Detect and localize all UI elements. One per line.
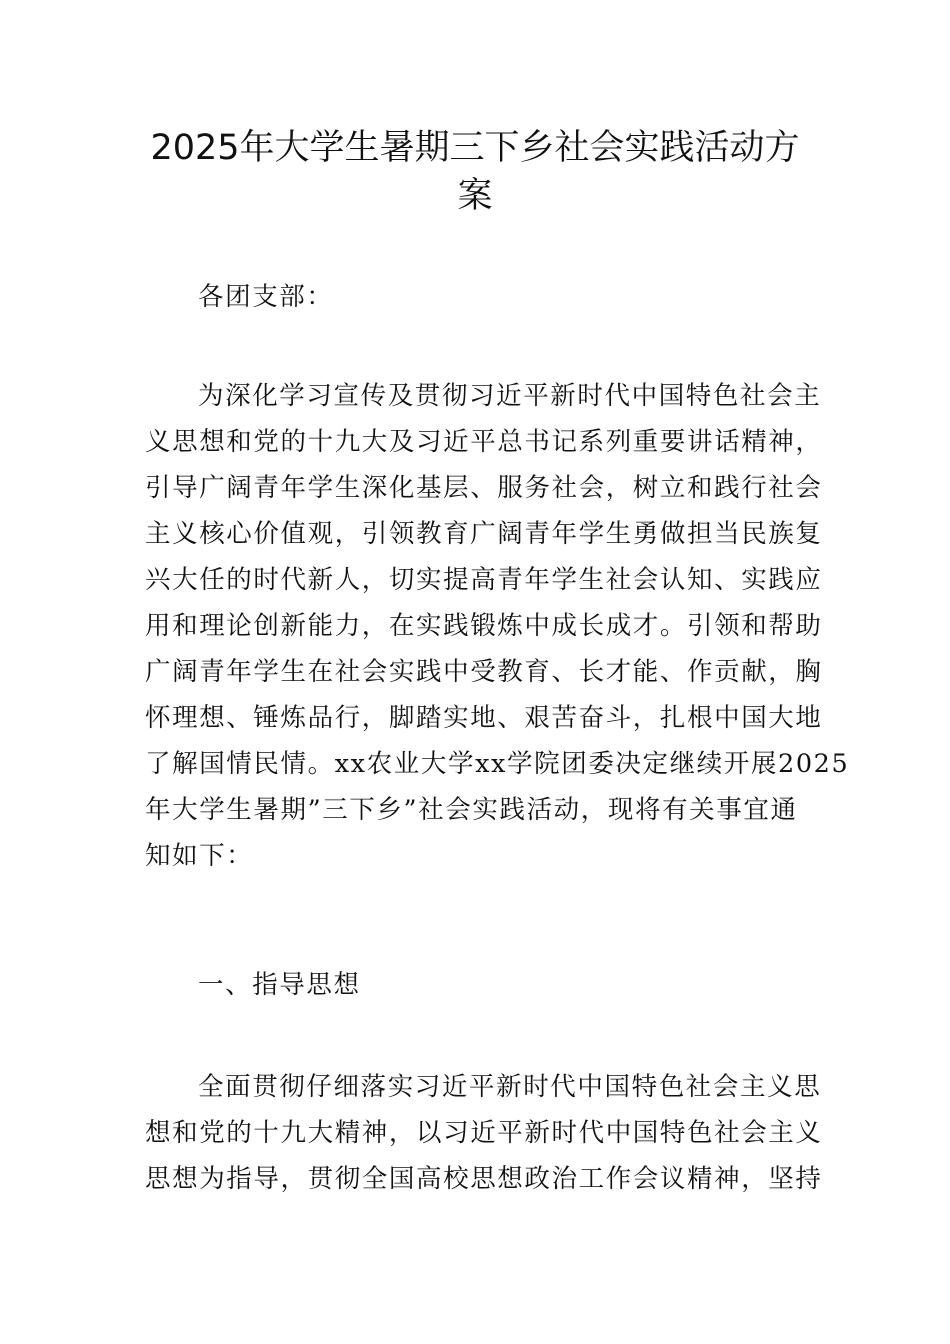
document-title — [120, 124, 830, 220]
paragraph-line: 为深化学习宣传及贯彻习近平新时代中国特色社会主 — [198, 381, 822, 411]
paragraph-line: 想和党的十九大精神，以习近平新时代中国特色社会主义 — [145, 1118, 823, 1148]
paragraph-line: 全面贯彻仔细落实习近平新时代中国特色社会主义思 — [198, 1072, 822, 1102]
paragraph-line: 用和理论创新能力，在实践锻炼中成长成才。引领和帮助 — [145, 611, 823, 641]
paragraph-line: 思想为指导，贯彻全国高校思想政治工作会议精神，坚持 — [145, 1164, 823, 1194]
paragraph-line: 义思想和党的十九大及习近平总书记系列重要讲话精神， — [145, 427, 823, 457]
paragraph-line: 兴大任的时代新人，切实提高青年学生社会认知、实践应 — [145, 565, 823, 595]
salutation — [145, 274, 815, 320]
paragraph-line: 引导广阔青年学生深化基层、服务社会，树立和践行社会 — [145, 473, 823, 503]
paragraph-line: 了解国情民情。xx农业大学xx学院团委决定继续开展2025 — [145, 749, 850, 779]
title-line: 案 — [457, 176, 493, 216]
section-heading-text: 一、指导思想 — [198, 970, 361, 1000]
paragraph-line: 怀理想、锤炼品行，脚踏实地、艰苦奋斗，扎根中国大地 — [145, 703, 823, 733]
paragraph-intro — [145, 373, 850, 879]
paragraph-guiding-thought — [145, 1064, 823, 1202]
paragraph-line: 主义核心价值观，引领教育广阔青年学生勇做担当民族复 — [145, 519, 823, 549]
paragraph-line: 广阔青年学生在社会实践中受教育、长才能、作贡献，胸 — [145, 657, 823, 687]
salutation-text: 各团支部： — [198, 282, 334, 312]
paragraph-line: 年大学生暑期”三下乡”社会实践活动，现将有关事宜通 — [145, 795, 798, 825]
paragraph-line: 知如下： — [145, 841, 254, 871]
section-heading — [145, 962, 815, 1008]
title-line: 2025年大学生暑期三下乡社会实践活动方 — [150, 128, 800, 168]
